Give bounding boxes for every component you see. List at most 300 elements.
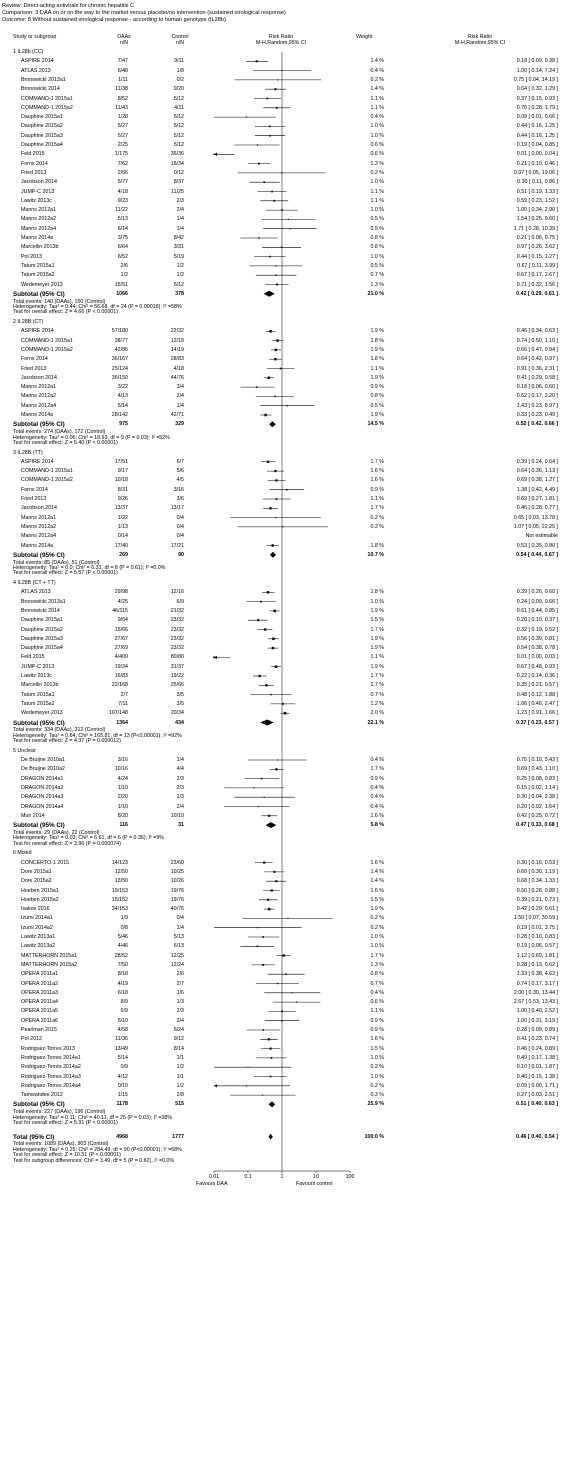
study-weight: 1.1 % — [370, 1008, 384, 1015]
study-name: Dauphine 2015a3 — [21, 635, 63, 642]
study-control: 42/71 — [170, 412, 184, 418]
study-daa: 2/66 — [117, 169, 128, 176]
point-estimate — [286, 489, 288, 491]
study-weight: 1.5 % — [370, 617, 384, 624]
study-control: 1/4 — [176, 216, 184, 223]
study-weight: 0.2 % — [370, 924, 384, 931]
study-weight: 0.2 % — [370, 514, 384, 521]
study-control: 0/4 — [176, 533, 184, 540]
point-estimate — [282, 703, 284, 705]
study-weight: 1.9 % — [370, 645, 384, 652]
study-name: Lawitz 2013a2 — [21, 943, 56, 950]
study-weight: 0.5 % — [370, 262, 384, 269]
study-risk-ratio: 0.20 [ 0.10, 0.37 ] — [516, 617, 558, 624]
point-estimate — [296, 1001, 297, 1002]
point-estimate — [274, 358, 276, 360]
study-daa: 1/10 — [117, 784, 128, 791]
study-weight: 0.6 % — [370, 151, 384, 158]
study-risk-ratio: 0.70 [ 0.28, 1.79 ] — [516, 104, 558, 111]
study-risk-ratio: 0.69 [ 0.43, 1.10 ] — [516, 766, 558, 773]
study-weight: 1.3 % — [370, 281, 384, 288]
study-weight: 1.9 % — [370, 906, 384, 913]
study-name: Dauphine 2015a2 — [21, 626, 63, 633]
study-weight: 1.6 % — [370, 812, 384, 819]
study-weight: 1.1 % — [370, 95, 384, 102]
point-estimate — [288, 219, 289, 220]
study-name: Lawitz 2013a1 — [21, 934, 56, 940]
point-estimate — [275, 517, 276, 518]
study-name: COMMAND-1 2015a2 — [21, 477, 73, 484]
study-control: 12/16 — [170, 589, 184, 596]
col-rr-header: Risk Ratio — [467, 34, 493, 40]
x-tick-label: 0.1 — [244, 1174, 252, 1180]
study-weight: 1.0 % — [370, 1054, 384, 1061]
study-name: OPERA 2011a2 — [21, 980, 59, 987]
subtotal-weight: 21.0 % — [367, 290, 384, 297]
point-estimate — [269, 126, 271, 128]
study-risk-ratio: 1.38 [ 0.42, 4.49 ] — [516, 486, 558, 493]
study-risk-ratio: 0.01 [ 0.00, 0.03 ] — [516, 654, 558, 661]
subtotal-daa: 1178 — [116, 1101, 128, 1108]
total-name: Total (95% CI) — [13, 1133, 55, 1141]
study-risk-ratio: 0.67 [ 0.17, 2.67 ] — [516, 272, 558, 279]
point-estimate — [281, 247, 283, 249]
study-name: Rodriguez-Torres 2014a4 — [21, 1082, 81, 1089]
total-note: Total events: 1089 (DAAs), 903 (Control) — [13, 1141, 109, 1148]
study-name: Hoeben 2015a1 — [21, 887, 59, 894]
study-risk-ratio: 0.91 [ 0.36, 2.31 ] — [516, 365, 558, 372]
subtotal-name: Subtotal (95% CI) — [13, 719, 65, 727]
total-control: 1777 — [172, 1133, 184, 1140]
study-risk-ratio: 0.46 [ 0.15, 1.38 ] — [516, 1073, 558, 1080]
study-control: 4/4 — [176, 766, 184, 773]
study-daa: 8/18 — [117, 971, 128, 978]
study-weight: 1.1 % — [370, 654, 384, 661]
study-daa: 11/22 — [115, 207, 128, 214]
study-daa: 1/13 — [117, 523, 128, 530]
study-risk-ratio: 1.00 [ 0.34, 2.90 ] — [516, 207, 558, 214]
study-risk-ratio: 2.00 [ 0.30, 13.44 ] — [513, 989, 558, 996]
study-daa: 1/28 — [117, 114, 128, 121]
subtotal-control: 378 — [175, 290, 184, 297]
study-control: 23/32 — [170, 635, 184, 642]
study-name: Lawitz 2013c — [21, 673, 52, 679]
study-daa: 3/22 — [117, 384, 128, 391]
subtotal-name: Subtotal (95% CI) — [13, 551, 65, 559]
point-estimate — [258, 237, 260, 239]
study-control: 1/4 — [176, 757, 184, 763]
study-control: 2/4 — [176, 207, 184, 214]
study-name: Tatum 2015a2 — [21, 272, 55, 279]
study-risk-ratio: 0.51 [ 0.19, 1.33 ] — [516, 188, 558, 195]
study-name: Feld 2015 — [21, 151, 45, 158]
subtotal-daa: 269 — [119, 551, 128, 558]
subtotal-risk-ratio: 0.51 [ 0.40, 0.63 ] — [516, 1101, 558, 1108]
point-estimate — [268, 815, 270, 817]
study-risk-ratio: 0.19 [ 0.04, 0.85 ] — [516, 142, 558, 148]
study-daa: 6/18 — [117, 989, 128, 996]
study-control: 10/26 — [170, 878, 184, 885]
study-control: 31/37 — [170, 663, 184, 670]
subtotal-weight: 5.8 % — [370, 822, 384, 829]
study-risk-ratio: 1.43 [ 0.23, 8.97 ] — [516, 402, 558, 409]
subgroup-note: Heterogeneity: Tau² = 0.44; Chi² = 56.68, df = 24 (P = 0.00018); I² =58% — [13, 304, 182, 310]
study-weight: 2.0 % — [370, 710, 384, 717]
study-control: 0/2 — [176, 76, 184, 83]
study-weight: 1.2 % — [370, 700, 384, 707]
study-risk-ratio: 0.69 [ 0.27, 1.81 ] — [516, 496, 558, 502]
x-tick-label: 10 — [313, 1174, 319, 1180]
study-daa: 29/98 — [114, 589, 128, 596]
study-name: JUMP-C 2013 — [21, 188, 55, 195]
ci-arrow-left — [214, 656, 217, 659]
study-risk-ratio: 0.18 [ 0.06, 0.60 ] — [516, 384, 558, 391]
study-daa: 4/12 — [117, 1073, 128, 1080]
study-daa: 8/31 — [117, 486, 128, 493]
point-estimate — [267, 899, 269, 901]
study-daa: 4/19 — [117, 980, 128, 987]
point-estimate — [275, 274, 276, 275]
study-weight: 0.2 % — [370, 76, 384, 83]
study-control: 3/5 — [176, 700, 184, 707]
study-daa: 11/43 — [115, 104, 128, 111]
study-daa: 2/6 — [120, 262, 128, 269]
study-weight: 0.8 % — [370, 393, 384, 400]
subtotal-daa: 1066 — [116, 290, 128, 297]
subtotal-control: 31 — [178, 822, 184, 829]
study-weight: 1.1 % — [370, 104, 384, 111]
point-estimate — [273, 871, 275, 873]
study-name: Pearlman 2015 — [21, 1027, 57, 1033]
study-control: 20/34 — [170, 710, 184, 717]
subtotal-control: 515 — [175, 1101, 184, 1108]
study-control: 9/20 — [173, 86, 184, 93]
study-name: Manns 2012a2 — [21, 393, 57, 400]
study-weight: 1.1 % — [370, 197, 384, 204]
point-estimate — [271, 191, 273, 193]
point-estimate — [289, 228, 290, 229]
study-daa: 11/38 — [115, 86, 128, 93]
study-control: 1/8 — [176, 67, 184, 74]
study-control: 6/7 — [176, 458, 184, 465]
point-estimate — [277, 79, 278, 80]
study-weight: 1.0 % — [370, 207, 384, 214]
study-risk-ratio: 1.33 [ 0.38, 4.63 ] — [516, 971, 558, 978]
point-estimate — [269, 256, 271, 258]
study-daa: 1/15 — [117, 1092, 128, 1099]
study-name: Dore 2015a1 — [21, 868, 52, 875]
ci-arrow-left — [214, 153, 217, 156]
study-control: 6/9 — [176, 598, 184, 605]
study-risk-ratio: 0.68 [ 0.34, 1.33 ] — [516, 878, 558, 885]
study-risk-ratio: 1.12 [ 0.69, 1.81 ] — [516, 952, 558, 959]
study-control: 23/32 — [170, 645, 184, 652]
study-daa: 6/9 — [120, 1008, 128, 1015]
study-control: 2/3 — [176, 1008, 184, 1015]
point-estimate — [256, 386, 258, 388]
study-daa: 5/14 — [117, 1054, 128, 1061]
study-risk-ratio: 0.15 [ 0.02, 1.14 ] — [516, 784, 558, 791]
study-daa: 16/83 — [114, 673, 128, 679]
study-risk-ratio: 0.24 [ 0.09, 0.66 ] — [516, 598, 558, 605]
study-name: Tatum 2015a1 — [21, 691, 55, 698]
subgroup-note: Heterogeneity: Tau² = 0.64; Chi² = 165.81, df = 13 (P<0.00001); I² =92% — [13, 732, 182, 739]
study-risk-ratio: 0.28 [ 0.10, 0.83 ] — [516, 934, 558, 940]
point-estimate — [292, 992, 293, 993]
study-weight: 0.7 % — [370, 980, 384, 987]
study-weight: 0.9 % — [370, 775, 384, 782]
subgroup-note: Total events: 85 (DAAs), 51 (Control) — [13, 559, 100, 566]
study-risk-ratio: 0.56 [ 0.39, 0.81 ] — [516, 635, 558, 642]
study-daa: 5/14 — [117, 402, 128, 409]
study-weight: 0.8 % — [370, 971, 384, 978]
study-daa: 0/9 — [120, 1064, 128, 1071]
study-risk-ratio: 0.20 [ 0.02, 1.64 ] — [516, 803, 558, 810]
total-diamond — [268, 1134, 272, 1140]
study-daa: 8/52 — [117, 95, 128, 102]
study-name: Wedemeyer 2013 — [21, 281, 63, 288]
subtotal-diamond — [266, 822, 277, 828]
subgroup-title: 1 IL28b (CC) — [13, 49, 44, 55]
subtotal-control: 90 — [178, 551, 184, 558]
subgroup-title: 5 Unclear — [13, 747, 36, 754]
study-name: Marcellin 2013b — [21, 682, 59, 689]
x-tick-label: 0.01 — [208, 1174, 220, 1180]
subtotal-risk-ratio: 0.42 [ 0.29, 0.61 ] — [516, 290, 558, 297]
study-daa: 13/49 — [114, 1045, 128, 1052]
study-daa: 27/69 — [114, 645, 128, 652]
study-name: Tamwandee 2012 — [21, 1092, 63, 1099]
study-risk-ratio: 0.46 [ 0.24, 0.89 ] — [516, 1045, 558, 1052]
study-control: 4/11 — [174, 104, 184, 111]
subgroup-title: 4 IL28B (CT + TT) — [13, 580, 56, 586]
study-daa: 4/25 — [117, 598, 128, 605]
point-estimate — [275, 479, 277, 481]
study-name: MATTERHORN 2015a1 — [21, 952, 78, 959]
study-name: COMMAND-1 2015a1 — [21, 468, 73, 475]
study-daa: 9/17 — [117, 468, 128, 475]
study-name: Bronowicki 2014 — [21, 86, 60, 93]
point-estimate — [281, 1020, 283, 1022]
col-control-header: Control — [171, 34, 189, 40]
study-name: COMMAND-1 2015a1 — [21, 95, 73, 102]
study-name: Dauphine 2015a4 — [21, 142, 63, 148]
study-name: Manns 2014a — [21, 542, 54, 549]
subgroup-note: Heterogeneity: Tau² = 0.06; Chi² = 18.93, df = 9 (P = 0.03); I² =52% — [13, 434, 170, 441]
study-control: 19/76 — [170, 887, 184, 894]
study-control: 19/22 — [170, 673, 184, 679]
study-risk-ratio: 0.97 [ 0.05, 19.06 ] — [513, 169, 558, 176]
study-risk-ratio: 0.44 [ 0.16, 1.25 ] — [516, 132, 558, 139]
study-weight: 1.8 % — [370, 337, 384, 344]
study-daa: 10/16 — [114, 766, 128, 773]
point-estimate — [285, 973, 287, 975]
study-risk-ratio: 0.39 [ 0.26, 0.60 ] — [516, 589, 558, 596]
study-control: 1/6 — [176, 989, 184, 996]
study-risk-ratio: 1.00 [ 0.40, 2.52 ] — [516, 1008, 558, 1015]
study-daa: 17/51 — [114, 458, 128, 465]
study-name: Manns 2012a4 — [21, 402, 57, 409]
study-daa: 4/409 — [114, 654, 128, 661]
study-risk-ratio: 0.32 [ 0.19, 0.52 ] — [516, 626, 558, 633]
point-estimate — [275, 880, 277, 882]
study-name: Jacobson 2014 — [21, 179, 57, 186]
study-control: 2/8 — [176, 1092, 184, 1099]
col-rr-subheader: M-H,Random,95% CI — [454, 40, 506, 46]
study-control: 10/25 — [170, 868, 184, 875]
study-risk-ratio: 1.00 [ 0.31, 3.19 ] — [516, 1017, 558, 1024]
study-weight: 0.8 % — [370, 244, 384, 251]
study-name: OPERA 2011a6 — [21, 1017, 59, 1024]
outcome-title: Outcome: 8 Without sustained virological response - according to human genotype (IL28b) — [2, 17, 226, 23]
study-weight: 0.3 % — [370, 1092, 384, 1099]
col-rr-plot-subheader: M-H,Random,95% CI — [255, 40, 307, 46]
point-estimate — [270, 694, 271, 695]
study-risk-ratio: 0.01 [ 0.00, 0.04 ] — [516, 151, 558, 158]
study-control: 5/19 — [173, 253, 184, 260]
study-control: 2/3 — [176, 197, 184, 204]
study-control: 2/3 — [176, 784, 184, 791]
study-control: 12/25 — [170, 952, 184, 959]
study-name: Rodriguez-Torres 2014a1 — [21, 1054, 81, 1061]
point-estimate — [265, 684, 267, 686]
study-control: 1/4 — [176, 402, 184, 409]
study-risk-ratio: 1.50 [ 0.07, 30.59 ] — [513, 915, 558, 922]
col-daa-header: DAAs — [117, 34, 131, 40]
study-daa: 3/75 — [117, 235, 128, 241]
point-estimate — [262, 964, 264, 966]
study-daa: 5/13 — [117, 216, 128, 223]
study-weight: 0.7 % — [370, 272, 384, 279]
study-weight: 0.9 % — [370, 486, 384, 493]
point-estimate — [277, 983, 278, 984]
study-daa: 19/153 — [111, 887, 128, 894]
study-weight: 0.4 % — [370, 794, 384, 801]
study-weight: 1.6 % — [370, 887, 384, 894]
study-daa: 15/51 — [114, 281, 128, 288]
study-control: 3/4 — [176, 384, 184, 391]
point-estimate — [287, 918, 288, 919]
subgroup-note: Total events: 227 (DAAs), 196 (Control) — [13, 1109, 106, 1116]
subtotal-name: Subtotal (95% CI) — [13, 822, 65, 830]
point-estimate — [263, 181, 265, 183]
study-weight: 1.0 % — [370, 132, 384, 139]
study-control: 2/4 — [176, 1017, 184, 1024]
study-name: COMMAND-1 2015a2 — [21, 104, 73, 111]
study-risk-ratio: 0.09 [ 0.01, 0.66 ] — [516, 114, 558, 121]
study-control: 23/32 — [170, 617, 184, 624]
total-note: Heterogeneity: Tau² = 0.25; Chi² = 284.49, df = 90 (P<0.00001); I² =68% — [13, 1146, 182, 1153]
study-control: 9/11 — [174, 58, 184, 65]
study-risk-ratio: 0.75 [ 0.04, 14.19 ] — [513, 76, 558, 83]
point-estimate — [283, 954, 285, 956]
study-risk-ratio: 0.19 [ 0.06, 0.57 ] — [516, 943, 558, 950]
study-name: Jacobson 2014 — [21, 505, 57, 512]
study-risk-ratio: 2.67 [ 0.53, 13.43 ] — [513, 999, 558, 1006]
study-name: ASPIRE 2014 — [21, 458, 54, 465]
study-name: Dore 2015a2 — [21, 878, 52, 885]
study-control: 28/83 — [170, 356, 184, 363]
point-estimate — [257, 927, 258, 928]
point-estimate — [268, 908, 271, 911]
favours-control-label: Favours control — [296, 1181, 333, 1187]
study-risk-ratio: 0.54 [ 0.38, 0.78 ] — [516, 645, 558, 652]
study-weight: 1.6 % — [370, 468, 384, 475]
study-name: Dauphine 2015a2 — [21, 123, 63, 130]
study-name: Feld 2015 — [21, 654, 45, 661]
subtotal-daa: 116 — [119, 822, 128, 829]
study-risk-ratio: 0.42 [ 0.29, 0.61 ] — [516, 906, 558, 913]
study-risk-ratio: 0.25 [ 0.08, 0.83 ] — [516, 775, 558, 782]
study-control: 3/31 — [173, 244, 184, 251]
study-risk-ratio: 0.27 [ 0.03, 2.51 ] — [516, 1092, 558, 1099]
study-risk-ratio: 0.41 [ 0.23, 0.74 ] — [516, 1036, 558, 1043]
subtotal-weight: 14.5 % — [367, 421, 384, 428]
point-estimate — [246, 1085, 247, 1086]
study-risk-ratio: 0.62 [ 0.17, 2.20 ] — [516, 393, 558, 400]
study-name: De Bruijne 2010a2 — [21, 766, 65, 773]
study-control: 5/12 — [173, 142, 184, 148]
study-daa: 2/20 — [117, 794, 128, 801]
study-risk-ratio: 0.50 [ 0.28, 0.88 ] — [516, 887, 558, 894]
study-weight: 0.5 % — [370, 225, 384, 232]
study-weight: 1.7 % — [370, 458, 384, 465]
subgroup-title: 3 IL28B (TT) — [13, 449, 43, 456]
study-daa: 5/77 — [117, 179, 128, 186]
study-daa: 42/86 — [114, 346, 128, 353]
study-name: Tatum 2015a2 — [21, 700, 55, 707]
study-risk-ratio: 1.23 [ 0.91, 1.66 ] — [516, 710, 558, 717]
study-control: 25/66 — [170, 682, 184, 689]
study-daa: 38/77 — [114, 337, 128, 344]
point-estimate — [274, 470, 276, 472]
study-weight: 0.4 % — [370, 757, 384, 763]
study-risk-ratio: 0.44 [ 0.16, 1.25 ] — [516, 123, 558, 130]
point-estimate — [272, 647, 275, 650]
study-weight: 1.9 % — [370, 663, 384, 670]
subgroup-note: Heterogeneity: Tau² = 0.0; Chi² = 6.31, df = 8 (P = 0.61); I² =0.0% — [13, 565, 166, 571]
study-control: 2/4 — [176, 803, 184, 810]
study-weight: 0.9 % — [370, 1017, 384, 1024]
study-name: Izumi 2014a2 — [21, 924, 53, 931]
study-name: Fried 2013 — [21, 169, 47, 176]
study-risk-ratio: 0.42 [ 0.25, 0.72 ] — [516, 812, 558, 819]
study-name: ATLAS 2013 — [21, 589, 51, 596]
point-estimate — [247, 1067, 248, 1068]
study-control: 44/76 — [170, 374, 184, 381]
study-name: Manns 2012a1 — [21, 207, 57, 214]
study-name: Dauphine 2015a1 — [21, 114, 63, 121]
study-daa: 15/66 — [114, 626, 128, 633]
study-weight: 1.6 % — [370, 1036, 384, 1043]
subgroup-title: 2 IL28B (CT) — [13, 319, 44, 325]
study-control: 1/1 — [176, 1073, 184, 1080]
study-weight: 1.4 % — [370, 86, 384, 93]
point-estimate — [276, 498, 278, 500]
total-note: Test for subgroup differences: Chi² = 3.49, df = 5 (P = 0.62), I² =0.0% — [13, 1157, 175, 1164]
study-risk-ratio: 1.00 [ 0.14, 7.24 ] — [516, 67, 558, 74]
point-estimate — [262, 936, 264, 938]
subtotal-control: 329 — [175, 421, 184, 428]
study-control: 5/13 — [173, 934, 184, 940]
subgroup-note: Heterogeneity: Tau² = 0.03; Chi² = 6.61, df = 6 (P = 0.36); I² =9% — [13, 835, 165, 842]
study-daa: 4/13 — [117, 393, 128, 400]
study-name: Pol 2013 — [21, 253, 42, 260]
point-estimate — [213, 657, 215, 659]
study-risk-ratio: 0.67 [ 0.11, 3.99 ] — [517, 262, 558, 269]
point-estimate — [275, 349, 278, 352]
favours-daa-label: Favours DAA — [196, 1181, 228, 1187]
